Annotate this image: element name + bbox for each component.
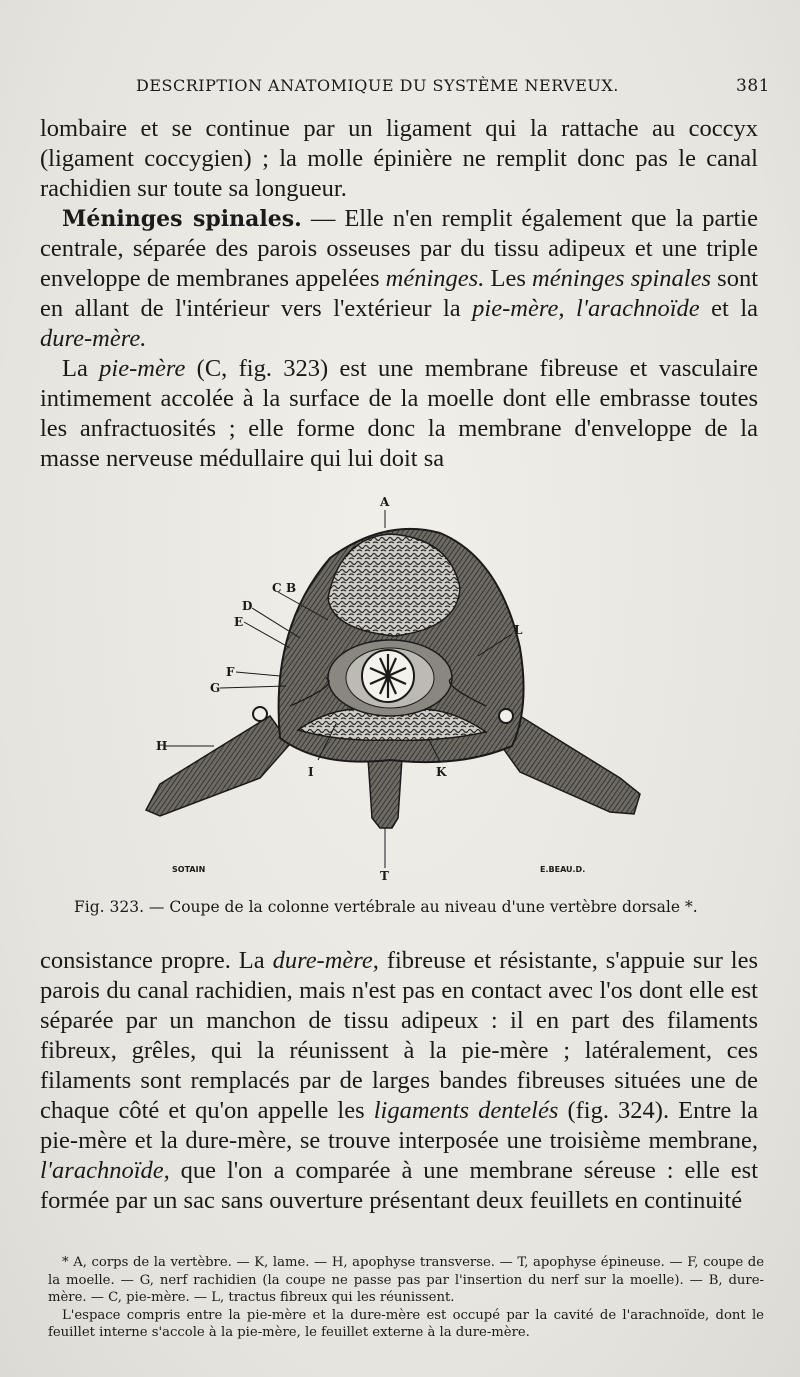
section-heading: Méninges spinales. xyxy=(62,206,302,232)
text-run: Les xyxy=(484,265,533,292)
running-header xyxy=(40,74,770,100)
text-run xyxy=(564,295,576,322)
text-run: et la xyxy=(699,295,758,322)
figure-caption: Fig. 323. — Coupe de la colonne vertébrale au niveau d'une vertèbre dorsale *. xyxy=(74,898,698,916)
text-run: lombaire et se continue par un ligament qui la rattache au coccyx (ligament coccygien) ; la molle épinière ne remplit donc pas le canal rachidien sur toute sa longueur. xyxy=(40,115,758,202)
paragraph xyxy=(40,354,758,474)
text-run: fibreuse et résistante, s'appuie sur les parois du canal rachidien, mais n'est pas en contact avec l'os dont elle est séparée par un manchon de tissu adipeux : il en part des filaments fibreux, grêles, qui la réunissent à la pie-mère ; latéralement, ces filaments sont remplacés par de larges bandes fibreuses situées une de chaque côté et qu'on appelle les xyxy=(40,947,758,1124)
text-italic: dure-mère, xyxy=(272,947,379,974)
text-italic: pie-mère xyxy=(99,355,186,382)
header-title: DESCRIPTION ANATOMIQUE DU SYSTÈME NERVEUX. xyxy=(136,76,619,95)
label-a: A xyxy=(380,495,390,509)
text-run: (C, fig. 323) est une membrane fibreuse et vasculaire intimement accolée à la surface de la moelle dont elle embrasse toutes les anfractuosités ; elle forme donc la membrane d'enveloppe de la masse nerveuse médullaire qui lui doit sa xyxy=(40,355,758,472)
page-number: 381 xyxy=(736,76,770,96)
text-run: que l'on a comparée à une membrane séreuse : elle est formée par un sac sans ouverture présentant deux feuillets en continuité xyxy=(40,1157,758,1214)
label-l: L xyxy=(514,623,523,637)
vertebra-illustration xyxy=(140,488,660,884)
body-text-bottom xyxy=(40,946,758,1216)
engraver-signature-right: E.BEAU.D. xyxy=(540,865,586,874)
engraver-signature-left: SOTAIN xyxy=(172,865,206,874)
text-italic: ligaments dentelés xyxy=(373,1097,559,1124)
label-b: B xyxy=(286,581,297,595)
footnote-legend: * A, corps de la vertèbre. — K, lame. — H, apophyse transverse. — T, apophyse épineuse. — F, coupe de la moelle. — G, nerf rachidien (la coupe ne passe pas par l'insertion du nerf sur la moelle). — B, dure-mère. — C, pie-mère. — L, tractus fibreux qui les réunissent. xyxy=(48,1255,764,1305)
text-italic: l'arachnoïde xyxy=(575,295,700,322)
footnote xyxy=(48,1254,764,1342)
footnote-note: L'espace compris entre la pie-mère et la dure-mère est occupé par la cavité de l'arachnoïde, dont le feuillet interne s'accole à la pie-mère, le feuillet externe à la dure-mère. xyxy=(48,1307,764,1340)
paragraph xyxy=(40,946,758,1216)
label-h: H xyxy=(156,739,168,753)
text-italic: méninges spinales xyxy=(532,265,712,292)
text-italic: l'arachnoïde, xyxy=(40,1157,170,1184)
text-run: — Elle n'en remplit également que la partie centrale, séparée des parois osseuses par du tissu adipeux et une triple enveloppe de membranes appelées xyxy=(40,205,758,292)
text-run: sont en allant de l'intérieur vers l'extérieur la xyxy=(40,265,759,322)
text-italic: pie-mère, xyxy=(472,295,565,322)
paragraph xyxy=(40,204,758,354)
label-i: I xyxy=(308,765,314,779)
text-run: (fig. 324). Entre la pie-mère et la dure-mère, se trouve interposée une troisième membrane, xyxy=(40,1097,759,1154)
text-italic: méninges. xyxy=(385,265,485,292)
text-run: La xyxy=(62,355,100,382)
label-c: C xyxy=(272,581,282,595)
spinous-process xyxy=(368,758,402,828)
text-run: consistance propre. La xyxy=(40,947,273,974)
label-f: F xyxy=(226,665,235,679)
left-transverse-process xyxy=(146,716,290,816)
label-e: E xyxy=(234,615,244,629)
paragraph xyxy=(40,114,758,204)
text-italic: dure-mère. xyxy=(40,325,147,352)
right-transverse-process xyxy=(500,716,640,814)
body-text-top xyxy=(40,114,758,474)
label-k: K xyxy=(436,765,447,779)
label-g: G xyxy=(210,681,221,695)
label-t: T xyxy=(380,869,389,883)
label-d: D xyxy=(242,599,253,613)
